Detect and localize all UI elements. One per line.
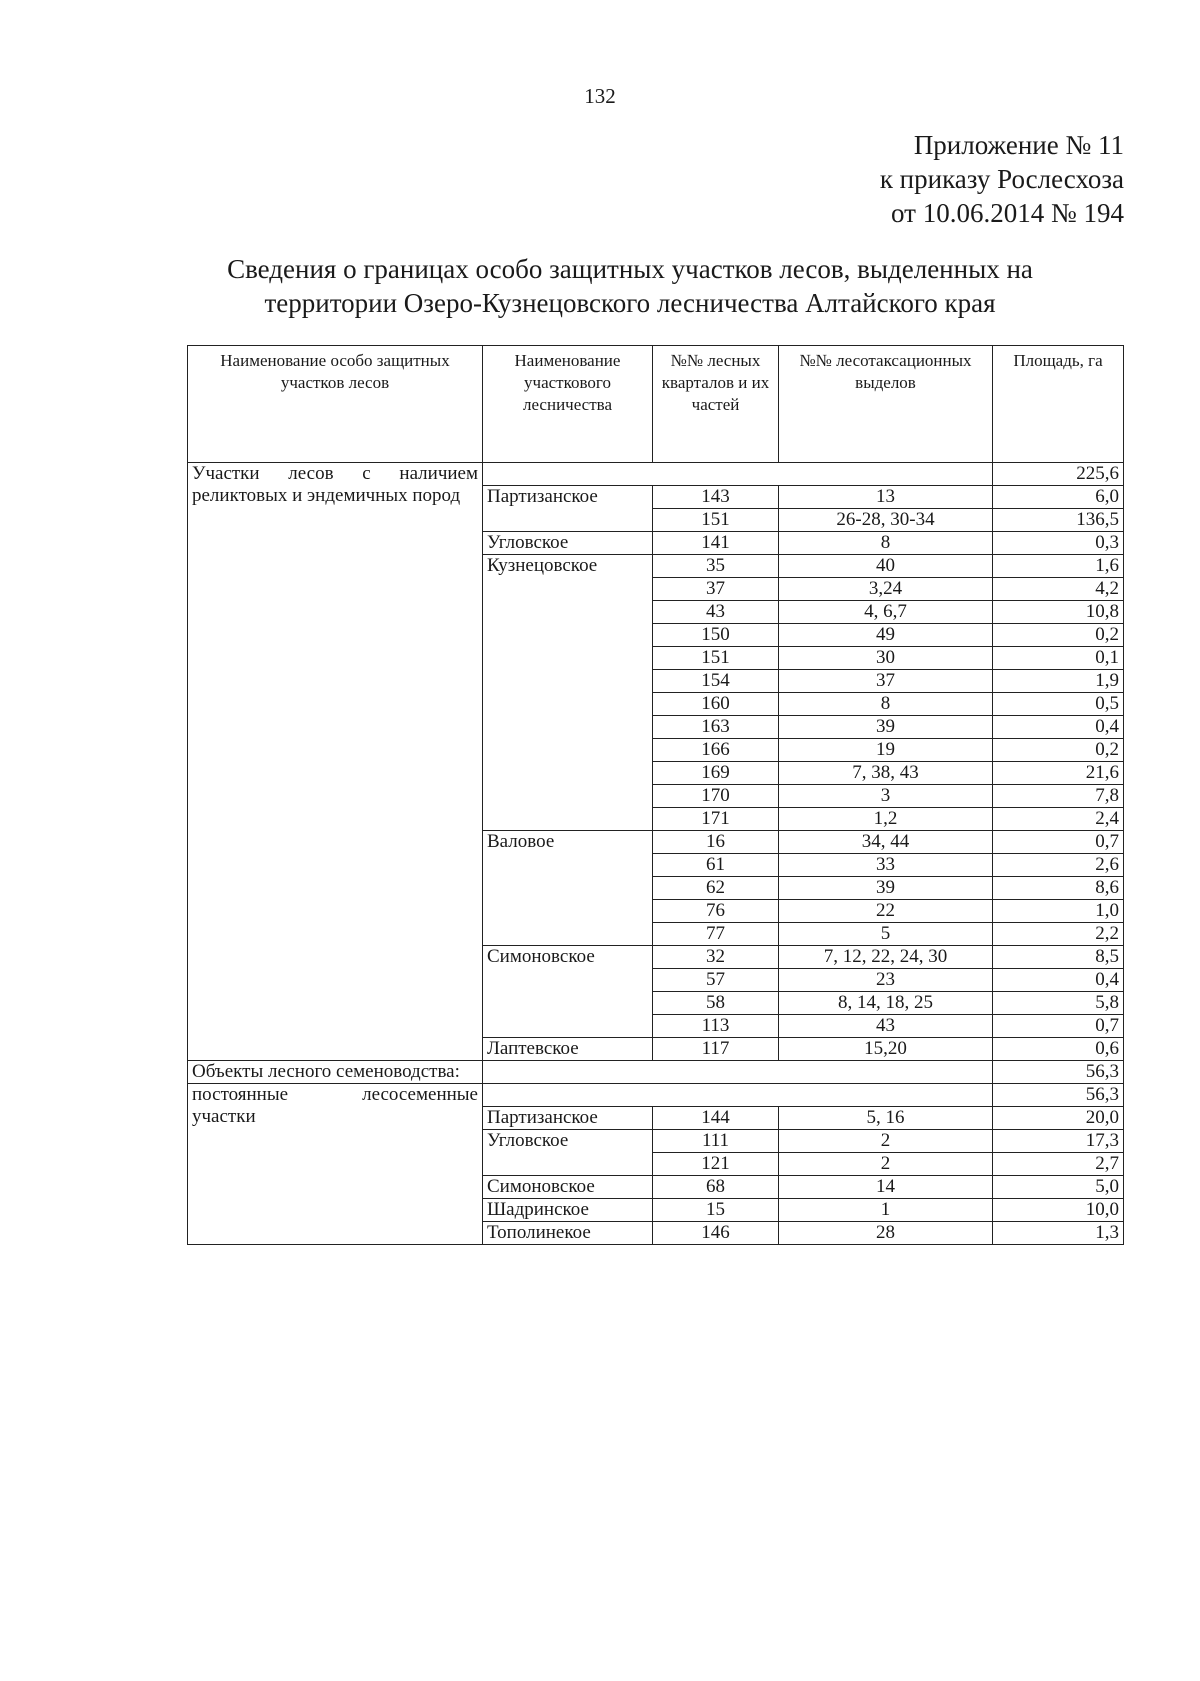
area-cell: 0,2 bbox=[993, 739, 1124, 762]
section-cell: 23 bbox=[779, 969, 993, 992]
section-cell: 34, 44 bbox=[779, 831, 993, 854]
area-name-cell bbox=[188, 463, 483, 1061]
area-cell: 2,2 bbox=[993, 923, 1124, 946]
quarter-cell: 111 bbox=[653, 1130, 779, 1153]
quarter-cell: 37 bbox=[653, 578, 779, 601]
forest-areas-table bbox=[187, 345, 1124, 1245]
document-title bbox=[160, 252, 1100, 320]
table-row bbox=[188, 1084, 1124, 1107]
section-cell: 30 bbox=[779, 647, 993, 670]
forestry-cell: Угловское bbox=[483, 532, 653, 555]
quarter-cell: 144 bbox=[653, 1107, 779, 1130]
quarter-cell: 61 bbox=[653, 854, 779, 877]
section-cell: 37 bbox=[779, 670, 993, 693]
area-name-cell: Объекты лесного семеноводства: bbox=[188, 1061, 483, 1084]
section-cell: 7, 38, 43 bbox=[779, 762, 993, 785]
appendix-line-3: от 10.06.2014 № 194 bbox=[891, 198, 1124, 228]
area-cell: 1,6 bbox=[993, 555, 1124, 578]
section-cell: 28 bbox=[779, 1222, 993, 1245]
forestry-cell: Кузнецовское bbox=[483, 555, 653, 831]
section-cell: 7, 12, 22, 24, 30 bbox=[779, 946, 993, 969]
quarter-cell: 150 bbox=[653, 624, 779, 647]
appendix-line-2: к приказу Рослесхоза bbox=[879, 164, 1124, 194]
section-cell: 5 bbox=[779, 923, 993, 946]
section-cell: 33 bbox=[779, 854, 993, 877]
quarter-cell: 151 bbox=[653, 647, 779, 670]
quarter-cell: 117 bbox=[653, 1038, 779, 1061]
area-cell: 17,3 bbox=[993, 1130, 1124, 1153]
quarter-cell: 143 bbox=[653, 486, 779, 509]
quarter-cell: 154 bbox=[653, 670, 779, 693]
section-cell: 26-28, 30-34 bbox=[779, 509, 993, 532]
area-cell: 1,3 bbox=[993, 1222, 1124, 1245]
area-total-cell: 56,3 bbox=[993, 1084, 1124, 1107]
quarter-cell: 32 bbox=[653, 946, 779, 969]
quarter-cell: 166 bbox=[653, 739, 779, 762]
section-cell: 4, 6,7 bbox=[779, 601, 993, 624]
area-cell: 5,0 bbox=[993, 1176, 1124, 1199]
header-sections: №№ лесотаксационных выделов bbox=[779, 346, 993, 463]
section-cell: 1,2 bbox=[779, 808, 993, 831]
area-cell: 0,7 bbox=[993, 831, 1124, 854]
quarter-cell: 43 bbox=[653, 601, 779, 624]
area-cell: 2,7 bbox=[993, 1153, 1124, 1176]
forestry-cell: Шадринское bbox=[483, 1199, 653, 1222]
area-name-text: постоянные лесосеменные bbox=[192, 1084, 478, 1105]
area-name-text: участки bbox=[192, 1106, 256, 1127]
quarter-cell: 16 bbox=[653, 831, 779, 854]
quarter-cell: 58 bbox=[653, 992, 779, 1015]
section-cell: 2 bbox=[779, 1153, 993, 1176]
area-name-text: реликтовых и эндемичных пород bbox=[192, 485, 461, 506]
quarter-cell: 170 bbox=[653, 785, 779, 808]
appendix-line-1: Приложение № 11 bbox=[913, 130, 1124, 160]
quarter-cell: 151 bbox=[653, 509, 779, 532]
area-cell: 8,5 bbox=[993, 946, 1124, 969]
section-cell: 40 bbox=[779, 555, 993, 578]
section-cell: 8 bbox=[779, 693, 993, 716]
area-cell: 0,1 bbox=[993, 647, 1124, 670]
section-cell: 43 bbox=[779, 1015, 993, 1038]
blank-cell bbox=[483, 1061, 993, 1084]
quarter-cell: 15 bbox=[653, 1199, 779, 1222]
area-cell: 5,8 bbox=[993, 992, 1124, 1015]
section-cell: 8 bbox=[779, 532, 993, 555]
forestry-cell: Партизанское bbox=[483, 486, 653, 532]
quarter-cell: 113 bbox=[653, 1015, 779, 1038]
area-cell: 21,6 bbox=[993, 762, 1124, 785]
quarter-cell: 171 bbox=[653, 808, 779, 831]
quarter-cell: 57 bbox=[653, 969, 779, 992]
area-cell: 1,0 bbox=[993, 900, 1124, 923]
quarter-cell: 77 bbox=[653, 923, 779, 946]
area-cell: 10,0 bbox=[993, 1199, 1124, 1222]
page-number: 132 bbox=[584, 84, 616, 108]
forestry-cell: Симоновское bbox=[483, 1176, 653, 1199]
header-quarters: №№ лесных кварталов и их частей bbox=[653, 346, 779, 463]
area-cell: 8,6 bbox=[993, 877, 1124, 900]
quarter-cell: 160 bbox=[653, 693, 779, 716]
forestry-cell: Симоновское bbox=[483, 946, 653, 1038]
area-cell: 0,6 bbox=[993, 1038, 1124, 1061]
area-cell: 0,3 bbox=[993, 532, 1124, 555]
forestry-cell: Лаптевское bbox=[483, 1038, 653, 1061]
title-line-2: территории Озеро-Кузнецовского лесничества Алтайского края bbox=[264, 288, 996, 318]
section-cell: 13 bbox=[779, 486, 993, 509]
quarter-cell: 163 bbox=[653, 716, 779, 739]
blank-cell bbox=[483, 1084, 993, 1107]
area-cell: 10,8 bbox=[993, 601, 1124, 624]
quarter-cell: 146 bbox=[653, 1222, 779, 1245]
quarter-cell: 121 bbox=[653, 1153, 779, 1176]
table-body bbox=[188, 463, 1124, 1245]
section-cell: 3 bbox=[779, 785, 993, 808]
section-cell: 8, 14, 18, 25 bbox=[779, 992, 993, 1015]
area-cell: 0,5 bbox=[993, 693, 1124, 716]
appendix-reference bbox=[880, 128, 1124, 230]
area-cell: 0,7 bbox=[993, 1015, 1124, 1038]
table-row bbox=[188, 463, 1124, 486]
area-name-text: Участки лесов с наличием bbox=[192, 463, 478, 484]
quarter-cell: 169 bbox=[653, 762, 779, 785]
table-row bbox=[188, 1061, 1124, 1084]
section-cell: 15,20 bbox=[779, 1038, 993, 1061]
section-cell: 1 bbox=[779, 1199, 993, 1222]
section-cell: 49 bbox=[779, 624, 993, 647]
area-cell: 6,0 bbox=[993, 486, 1124, 509]
quarter-cell: 68 bbox=[653, 1176, 779, 1199]
section-cell: 19 bbox=[779, 739, 993, 762]
area-cell: 0,2 bbox=[993, 624, 1124, 647]
forestry-cell: Партизанское bbox=[483, 1107, 653, 1130]
header-area-ha: Площадь, га bbox=[993, 346, 1124, 463]
section-cell: 2 bbox=[779, 1130, 993, 1153]
table-header-row bbox=[188, 346, 1124, 463]
area-cell: 2,6 bbox=[993, 854, 1124, 877]
blank-cell bbox=[483, 463, 993, 486]
area-cell: 2,4 bbox=[993, 808, 1124, 831]
area-total-cell: 56,3 bbox=[993, 1061, 1124, 1084]
quarter-cell: 141 bbox=[653, 532, 779, 555]
area-cell: 4,2 bbox=[993, 578, 1124, 601]
forestry-cell: Угловское bbox=[483, 1130, 653, 1176]
area-cell: 0,4 bbox=[993, 716, 1124, 739]
area-cell: 0,4 bbox=[993, 969, 1124, 992]
section-cell: 14 bbox=[779, 1176, 993, 1199]
area-total-cell: 225,6 bbox=[993, 463, 1124, 486]
quarter-cell: 35 bbox=[653, 555, 779, 578]
section-cell: 39 bbox=[779, 877, 993, 900]
section-cell: 5, 16 bbox=[779, 1107, 993, 1130]
header-area-name: Наименование особо защитных участков лесов bbox=[188, 346, 483, 463]
area-cell: 20,0 bbox=[993, 1107, 1124, 1130]
forestry-cell: Тополинекое bbox=[483, 1222, 653, 1245]
forestry-cell: Валовое bbox=[483, 831, 653, 946]
title-line-1: Сведения о границах особо защитных участков лесов, выделенных на bbox=[227, 254, 1033, 284]
quarter-cell: 62 bbox=[653, 877, 779, 900]
section-cell: 39 bbox=[779, 716, 993, 739]
area-cell: 7,8 bbox=[993, 785, 1124, 808]
section-cell: 3,24 bbox=[779, 578, 993, 601]
header-forestry: Наименование участкового лесничества bbox=[483, 346, 653, 463]
section-cell: 22 bbox=[779, 900, 993, 923]
area-name-cell bbox=[188, 1084, 483, 1245]
area-cell: 136,5 bbox=[993, 509, 1124, 532]
area-cell: 1,9 bbox=[993, 670, 1124, 693]
quarter-cell: 76 bbox=[653, 900, 779, 923]
